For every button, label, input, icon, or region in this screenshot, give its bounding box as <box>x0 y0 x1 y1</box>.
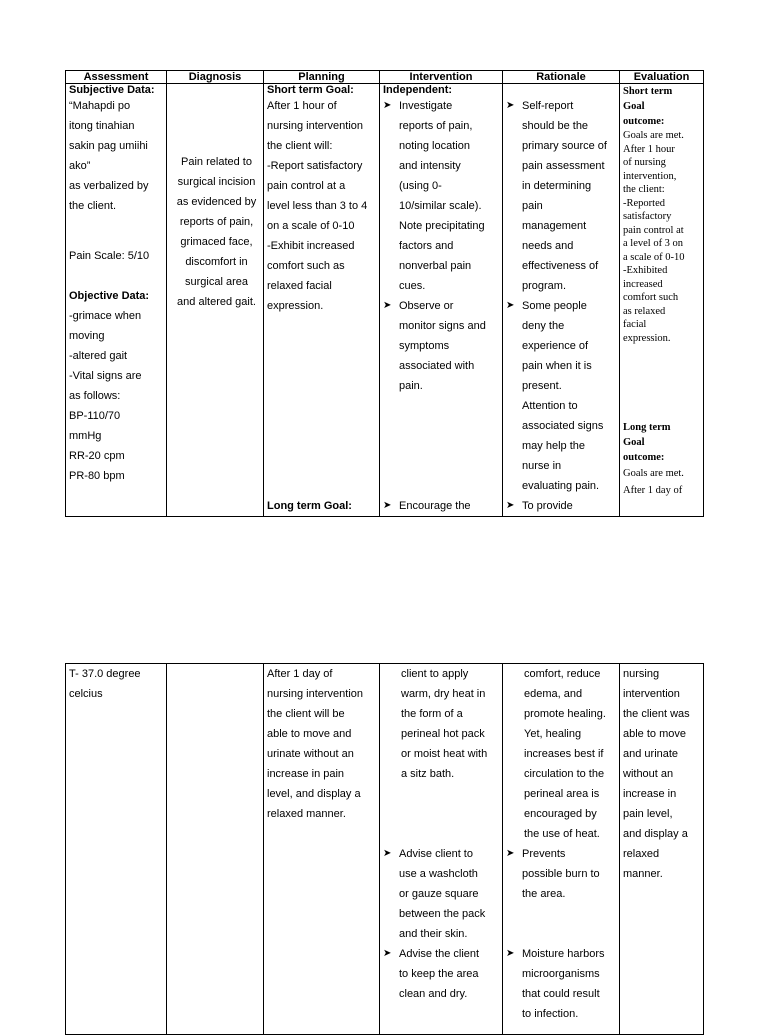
intervention-list <box>383 96 502 516</box>
text-line: comfort such <box>623 292 679 303</box>
text-line: Advise client to <box>399 848 473 860</box>
diagnosis-cell-cont <box>167 664 264 1035</box>
text-line: of nursing <box>623 157 666 168</box>
arrow-bullet-icon: ➤ <box>506 300 515 311</box>
diagnosis-cell <box>167 84 264 517</box>
text-line: nursing <box>623 668 660 680</box>
text-line: Advise the client <box>399 948 480 960</box>
text-line: itong tinahian <box>69 120 135 132</box>
text-line: Note precipitating <box>399 220 485 232</box>
list-item <box>506 944 619 1024</box>
planning-cell <box>264 84 380 517</box>
header-evaluation: Evaluation <box>620 71 704 84</box>
text-line: Some people <box>522 300 587 312</box>
text-line: pain assessment <box>522 160 605 172</box>
independent-heading: Independent: <box>383 84 453 96</box>
short-term-outcome-lines <box>623 129 703 345</box>
arrow-bullet-icon: ➤ <box>506 100 515 111</box>
text-line: Long term <box>623 422 671 433</box>
planning-cell-cont <box>264 664 380 1035</box>
text-line: needs and <box>522 240 574 252</box>
text-line: to infection. <box>522 1008 579 1020</box>
text-line: the area. <box>522 888 566 900</box>
list-item <box>383 296 502 396</box>
text-line: clean and dry. <box>399 988 468 1000</box>
text-line: perineal hot pack <box>401 728 485 740</box>
intervention-list-cont <box>383 844 502 1004</box>
header-row <box>66 71 704 84</box>
arrow-bullet-icon: ➤ <box>506 500 515 511</box>
text-line: factors and <box>399 240 454 252</box>
text-line: intervention, <box>623 170 677 182</box>
list-item <box>383 944 502 1004</box>
arrow-bullet-icon: ➤ <box>383 300 392 311</box>
text-line: Prevents <box>522 848 566 860</box>
text-line: nursing intervention <box>267 688 364 700</box>
text-line: Goal <box>623 437 645 448</box>
text-line: pain level, <box>623 808 673 820</box>
text-line: manner. <box>623 868 663 880</box>
text-line: pain when it is <box>522 360 592 372</box>
pain-scale: Pain Scale: 5/10 <box>69 250 150 262</box>
text-line: and intensity <box>399 160 461 172</box>
text-line: associated signs <box>522 420 604 432</box>
text-line: -Exhibited <box>623 265 668 276</box>
text-line: After 1 hour <box>623 143 675 155</box>
text-line: present. <box>522 380 562 392</box>
text-line: -Report satisfactory <box>267 160 363 172</box>
text-line: or gauze square <box>399 888 479 900</box>
text-line: -grimace when <box>69 310 142 322</box>
text-line: warm, dry heat in <box>401 688 486 700</box>
vital-signs-cont <box>69 664 166 704</box>
text-line: outcome: <box>623 116 665 127</box>
diagnosis-lines <box>170 152 263 312</box>
text-line: program. <box>522 280 567 292</box>
header-rationale: Rationale <box>503 71 620 84</box>
text-line: T- 37.0 degree <box>69 668 141 680</box>
text-line: comfort such as <box>267 260 345 272</box>
text-line: urinate without an <box>267 748 354 760</box>
text-line: -Vital signs are <box>69 370 142 382</box>
arrow-bullet-icon: ➤ <box>383 848 392 859</box>
short-term-goal-lines <box>267 96 379 316</box>
text-line: and their skin. <box>399 928 468 940</box>
continued-row <box>66 664 704 1035</box>
text-line: sakin pag umiihi <box>69 140 148 152</box>
text-line: as verbalized by <box>69 180 149 192</box>
list-item <box>383 844 502 944</box>
text-line: a sitz bath. <box>401 768 455 780</box>
text-line: discomfort in <box>185 256 248 268</box>
text-line: Moisture harbors <box>522 948 605 960</box>
text-line: outcome: <box>623 452 665 463</box>
text-line: noting location <box>399 140 470 152</box>
text-line: without an <box>623 768 674 780</box>
header-planning: Planning <box>264 71 380 84</box>
text-line: management <box>522 220 587 232</box>
text-line: moving <box>69 330 105 342</box>
rationale-continued-lines <box>506 664 619 844</box>
text-line: surgical area <box>185 276 248 288</box>
text-line: PR-80 bpm <box>69 470 125 482</box>
text-line: the client. <box>69 200 117 212</box>
text-line: associated with <box>399 360 475 372</box>
text-line: Investigate <box>399 100 453 112</box>
text-line: -Reported <box>623 197 665 209</box>
text-line: microorganisms <box>522 968 600 980</box>
text-line: and display a <box>623 828 688 840</box>
text-line: expression. <box>623 332 671 344</box>
text-line: effectiveness of <box>522 260 599 272</box>
list-item <box>506 844 619 904</box>
text-line: experience of <box>522 340 589 352</box>
text-line: -altered gait <box>69 350 128 362</box>
text-line: and altered gait. <box>177 296 256 308</box>
text-line: as relaxed <box>623 305 666 317</box>
long-term-outcome-heading <box>623 420 703 465</box>
text-line: perineal area is <box>524 788 600 800</box>
list-item <box>506 96 619 296</box>
text-line: Short term <box>623 86 673 97</box>
text-line: Pain related to <box>181 156 252 168</box>
text-line: client to apply <box>401 668 469 680</box>
rationale-cell-cont <box>503 664 620 1035</box>
arrow-bullet-icon: ➤ <box>383 948 392 959</box>
arrow-bullet-icon: ➤ <box>506 948 515 959</box>
text-line: the client will: <box>267 140 333 152</box>
text-line: ako” <box>69 160 91 172</box>
text-line: primary source of <box>522 140 607 152</box>
assessment-cell <box>66 84 167 517</box>
text-line: evaluating pain. <box>522 480 600 492</box>
text-line: the client was <box>623 708 690 720</box>
list-item <box>383 96 502 296</box>
text-line: or moist heat with <box>401 748 488 760</box>
text-line: intervention <box>623 688 680 700</box>
text-line: circulation to the <box>524 768 605 780</box>
text-line: RR-20 cpm <box>69 450 125 462</box>
evaluation-cell <box>620 84 704 517</box>
list-item <box>383 496 502 516</box>
text-line: relaxed facial <box>267 280 332 292</box>
text-line: cues. <box>399 280 426 292</box>
text-line: “Mahapdi po <box>69 100 131 112</box>
text-line: Goals are met. <box>623 468 684 479</box>
subjective-lines <box>69 96 166 216</box>
text-line: monitor signs and <box>399 320 486 332</box>
text-line: the form of a <box>401 708 463 720</box>
text-line: pain control at a <box>267 180 346 192</box>
text-line: Encourage the <box>399 500 471 512</box>
text-line: -Exhibit increased <box>267 240 355 252</box>
text-line: increase in <box>623 788 677 800</box>
objective-heading: Objective Data: <box>69 290 150 302</box>
text-line: level less than 3 to 4 <box>267 200 368 212</box>
intervention-cell-cont <box>380 664 503 1035</box>
long-term-outcome-lines <box>623 465 703 499</box>
body-row <box>66 84 704 517</box>
text-line: 10/similar scale). <box>399 200 482 212</box>
objective-lines <box>69 306 166 486</box>
text-line: (using 0- <box>399 180 442 192</box>
text-line: pain <box>522 200 543 212</box>
text-line: as evidenced by <box>176 196 257 208</box>
text-line: relaxed <box>623 848 660 860</box>
text-line: in determining <box>522 180 592 192</box>
text-line: Attention to <box>522 400 578 412</box>
text-line: and urinate <box>623 748 679 760</box>
text-line: the client: <box>623 184 665 195</box>
text-line: After 1 day of <box>267 668 333 680</box>
text-line: increased <box>623 278 663 290</box>
text-line: a level of 3 on <box>623 238 684 249</box>
text-line: deny the <box>522 320 565 332</box>
text-line: should be the <box>522 120 589 132</box>
long-term-goal-lines <box>267 664 379 824</box>
subjective-heading: Subjective Data: <box>69 84 155 96</box>
text-line: reports of pain, <box>399 120 473 132</box>
evaluation-cell-cont <box>620 664 704 1035</box>
text-line: to keep the area <box>399 968 479 980</box>
text-line: facial <box>623 319 647 330</box>
text-line: possible burn to <box>522 868 600 880</box>
text-line: grimaced face, <box>180 236 253 248</box>
text-line: After 1 hour of <box>267 100 337 112</box>
text-line: level, and display a <box>267 788 361 800</box>
text-line: able to move <box>623 728 686 740</box>
rationale-list-cont <box>506 844 619 1024</box>
text-line: mmHg <box>69 430 102 442</box>
rationale-cell <box>503 84 620 517</box>
rationale-list <box>506 96 619 516</box>
text-line: the use of heat. <box>524 828 600 840</box>
text-line: BP-110/70 <box>69 410 121 422</box>
text-line: increase in pain <box>267 768 345 780</box>
text-line: able to move and <box>267 728 352 740</box>
text-line: pain control at <box>623 224 684 236</box>
text-line: Self-report <box>522 100 574 112</box>
text-line: use a washcloth <box>399 868 478 880</box>
text-line: the client will be <box>267 708 345 720</box>
text-line: that could result <box>522 988 600 1000</box>
text-line: Yet, healing <box>524 728 582 740</box>
text-line: To provide <box>522 500 573 512</box>
text-line: relaxed manner. <box>267 808 346 820</box>
care-plan-table-top <box>65 70 704 517</box>
arrow-bullet-icon: ➤ <box>383 100 392 111</box>
text-line: nursing intervention <box>267 120 364 132</box>
text-line: After 1 day of <box>623 485 683 496</box>
text-line: edema, and <box>524 688 583 700</box>
text-line: reports of pain, <box>179 216 254 228</box>
arrow-bullet-icon: ➤ <box>383 500 392 511</box>
header-assessment: Assessment <box>66 71 167 84</box>
list-item <box>506 496 619 516</box>
care-plan-table-continued <box>65 663 704 1035</box>
text-line: Goal <box>623 101 645 112</box>
text-line: nonverbal pain <box>399 260 472 272</box>
text-line: nurse in <box>522 460 562 472</box>
text-line: surgical incision <box>177 176 256 188</box>
text-line: increases best if <box>524 748 604 760</box>
long-term-goal-heading: Long term Goal: <box>267 500 352 512</box>
text-line: encouraged by <box>524 808 597 820</box>
text-line: Goals are met. <box>623 130 684 141</box>
assessment-cell-cont <box>66 664 167 1035</box>
text-line: pain. <box>399 380 423 392</box>
text-line: satisfactory <box>623 211 672 222</box>
list-item <box>506 296 619 496</box>
text-line: a scale of 0-10 <box>623 251 685 263</box>
text-line: between the pack <box>399 908 486 920</box>
arrow-bullet-icon: ➤ <box>506 848 515 859</box>
text-line: may help the <box>522 440 585 452</box>
text-line: celcius <box>69 688 103 700</box>
short-term-outcome-heading <box>623 84 703 129</box>
intervention-continued-lines <box>383 664 502 784</box>
header-intervention: Intervention <box>380 71 503 84</box>
text-line: symptoms <box>399 340 450 352</box>
short-term-goal-heading: Short term Goal: <box>267 84 354 96</box>
intervention-cell <box>380 84 503 517</box>
text-line: expression. <box>267 300 324 312</box>
text-line: on a scale of 0-10 <box>267 220 355 232</box>
text-line: Observe or <box>399 300 454 312</box>
text-line: as follows: <box>69 390 121 402</box>
text-line: promote healing. <box>524 708 606 720</box>
header-diagnosis: Diagnosis <box>167 71 264 84</box>
text-line: comfort, reduce <box>524 668 601 680</box>
long-term-outcome-lines-cont <box>623 664 703 884</box>
